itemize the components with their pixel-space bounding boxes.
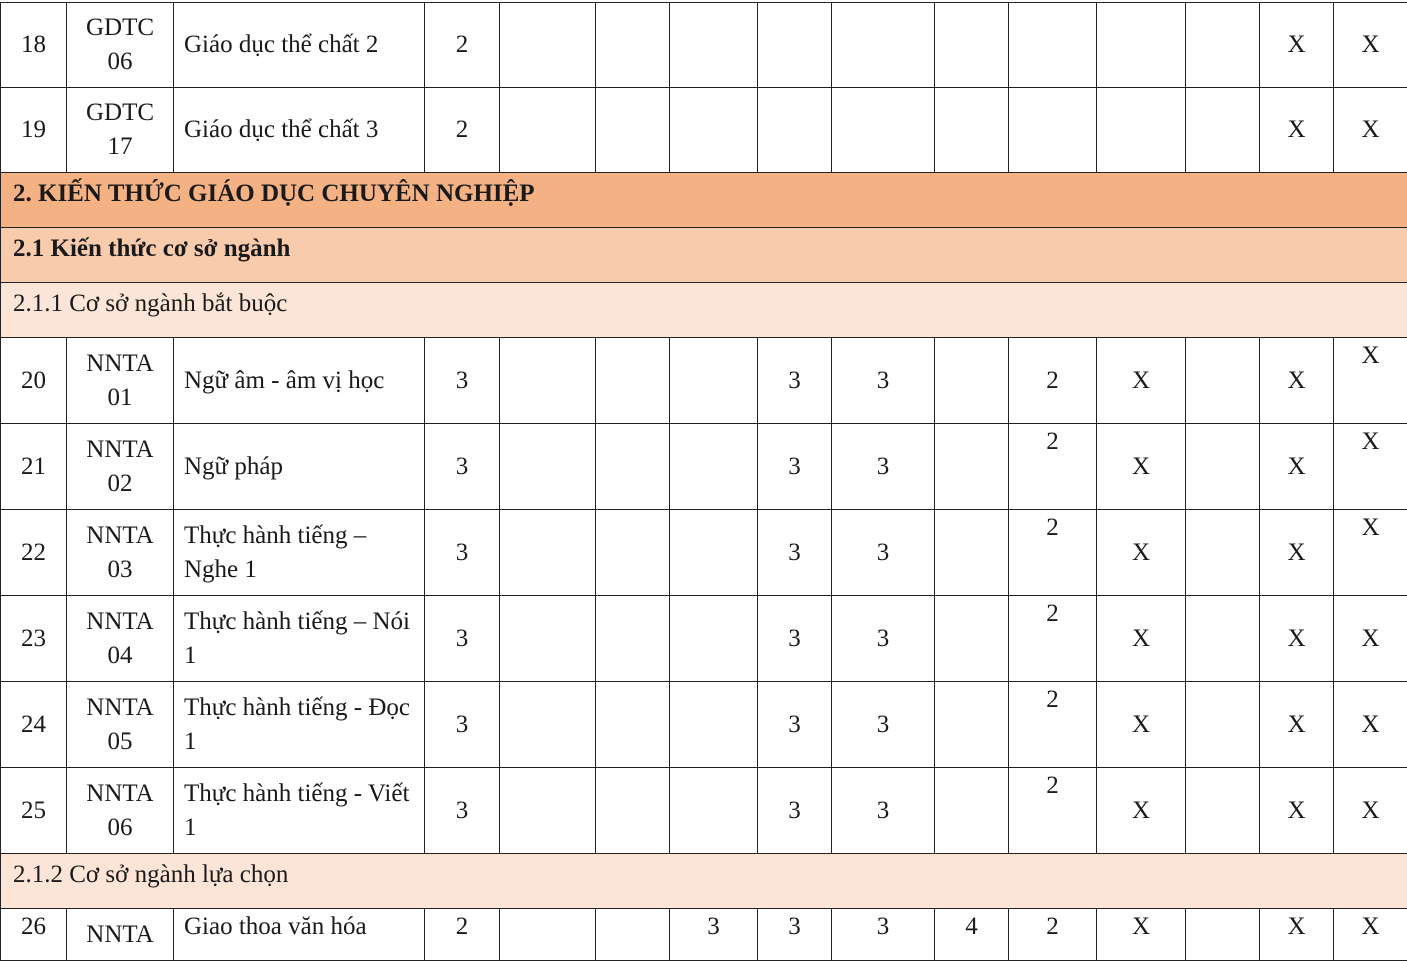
mark-cell: X (1260, 338, 1334, 424)
value-cell (670, 88, 758, 173)
course-name-cell: Giáo dục thể chất 3 (174, 88, 425, 173)
value-cell (935, 338, 1009, 424)
mark-cell: X (1097, 768, 1186, 854)
value-cell (758, 88, 832, 173)
stt-cell: 25 (1, 768, 67, 854)
mark-cell: X (1260, 510, 1334, 596)
mark-cell: X (1334, 682, 1407, 768)
value-cell (596, 768, 670, 854)
value-cell: 2 (1009, 510, 1097, 596)
value-cell (596, 682, 670, 768)
table-row (1, 909, 1407, 961)
value-cell (670, 338, 758, 424)
value-cell (500, 682, 596, 768)
mark-cell: X (1260, 3, 1334, 88)
value-cell (1186, 338, 1260, 424)
stt-cell: 19 (1, 88, 67, 173)
mark-cell: X (1334, 88, 1407, 173)
value-cell: 2 (1009, 909, 1097, 961)
course-name-cell: Thực hành tiếng - Viết 1 (174, 768, 425, 854)
value-cell (500, 596, 596, 682)
value-cell (670, 424, 758, 510)
value-cell (935, 424, 1009, 510)
value-cell (935, 3, 1009, 88)
mark-cell: X (1097, 682, 1186, 768)
value-cell (596, 424, 670, 510)
value-cell (596, 510, 670, 596)
code-cell: NNTA (67, 909, 174, 961)
section-row (1, 854, 1407, 909)
value-cell (670, 682, 758, 768)
mark-cell: X (1334, 424, 1407, 510)
code-cell: NNTA 06 (67, 768, 174, 854)
value-cell: 3 (758, 338, 832, 424)
value-cell: 3 (758, 909, 832, 961)
course-name-cell: Ngữ pháp (174, 424, 425, 510)
value-cell (500, 338, 596, 424)
value-cell (1186, 88, 1260, 173)
section-row (1, 173, 1407, 228)
value-cell (935, 88, 1009, 173)
mark-cell: X (1334, 338, 1407, 424)
credits-cell: 3 (425, 596, 500, 682)
value-cell: 2 (1009, 596, 1097, 682)
section-heading-2-1-2: 2.1.2 Cơ sở ngành lựa chọn (1, 854, 1407, 909)
credits-cell: 3 (425, 338, 500, 424)
value-cell: 3 (832, 768, 935, 854)
table-row (1, 338, 1407, 424)
mark-cell: X (1097, 510, 1186, 596)
value-cell (596, 596, 670, 682)
course-name-cell: Giáo dục thể chất 2 (174, 3, 425, 88)
code-cell: NNTA 04 (67, 596, 174, 682)
value-cell (500, 424, 596, 510)
stt-cell: 26 (1, 909, 67, 961)
mark-cell: X (1260, 424, 1334, 510)
value-cell (500, 768, 596, 854)
code-cell: NNTA 01 (67, 338, 174, 424)
value-cell: 3 (670, 909, 758, 961)
value-cell (832, 3, 935, 88)
value-cell: 2 (1009, 424, 1097, 510)
code-cell: NNTA 02 (67, 424, 174, 510)
table-row (1, 88, 1407, 173)
value-cell (935, 510, 1009, 596)
section-heading-2-1: 2.1 Kiến thức cơ sở ngành (1, 228, 1407, 283)
table-row (1, 3, 1407, 88)
mark-cell: X (1334, 909, 1407, 961)
value-cell (596, 3, 670, 88)
course-name-cell: Thực hành tiếng - Đọc 1 (174, 682, 425, 768)
value-cell (670, 510, 758, 596)
value-cell (1186, 3, 1260, 88)
table-row (1, 596, 1407, 682)
credits-cell: 2 (425, 88, 500, 173)
code-cell: GDTC 17 (67, 88, 174, 173)
mark-cell: X (1097, 909, 1186, 961)
value-cell: 3 (832, 424, 935, 510)
value-cell (1097, 3, 1186, 88)
value-cell (670, 596, 758, 682)
credits-cell: 2 (425, 3, 500, 88)
code-cell: NNTA 05 (67, 682, 174, 768)
value-cell (596, 338, 670, 424)
code-cell: NNTA 03 (67, 510, 174, 596)
value-cell: 3 (832, 510, 935, 596)
mark-cell: X (1097, 424, 1186, 510)
mark-cell: X (1097, 338, 1186, 424)
stt-cell: 24 (1, 682, 67, 768)
course-name-cell: Ngữ âm - âm vị học (174, 338, 425, 424)
value-cell: 2 (1009, 338, 1097, 424)
value-cell (935, 596, 1009, 682)
section-heading-2-1-1: 2.1.1 Cơ sở ngành bắt buộc (1, 283, 1407, 338)
section-row (1, 228, 1407, 283)
mark-cell: X (1334, 3, 1407, 88)
value-cell: 3 (832, 596, 935, 682)
table-row (1, 510, 1407, 596)
value-cell (500, 88, 596, 173)
stt-cell: 22 (1, 510, 67, 596)
mark-cell: X (1260, 768, 1334, 854)
value-cell: 3 (832, 909, 935, 961)
credits-cell: 3 (425, 510, 500, 596)
mark-cell: X (1260, 596, 1334, 682)
value-cell: 3 (758, 510, 832, 596)
stt-cell: 23 (1, 596, 67, 682)
value-cell (935, 682, 1009, 768)
code-cell: GDTC 06 (67, 3, 174, 88)
value-cell: 2 (1009, 768, 1097, 854)
table-row (1, 682, 1407, 768)
value-cell (596, 88, 670, 173)
value-cell (500, 3, 596, 88)
value-cell: 4 (935, 909, 1009, 961)
section-row (1, 283, 1407, 338)
value-cell (596, 909, 670, 961)
value-cell (500, 909, 596, 961)
value-cell (1186, 510, 1260, 596)
credits-cell: 2 (425, 909, 500, 961)
mark-cell: X (1334, 510, 1407, 596)
value-cell: 3 (758, 424, 832, 510)
value-cell (935, 768, 1009, 854)
value-cell: 3 (758, 596, 832, 682)
value-cell (1186, 596, 1260, 682)
stt-cell: 21 (1, 424, 67, 510)
value-cell (670, 768, 758, 854)
table-row (1, 768, 1407, 854)
value-cell (832, 88, 935, 173)
value-cell: 3 (832, 682, 935, 768)
value-cell: 3 (758, 768, 832, 854)
table-row (1, 424, 1407, 510)
credits-cell: 3 (425, 424, 500, 510)
value-cell (1186, 909, 1260, 961)
value-cell (670, 3, 758, 88)
mark-cell: X (1334, 596, 1407, 682)
stt-cell: 20 (1, 338, 67, 424)
value-cell (1186, 768, 1260, 854)
mark-cell: X (1097, 596, 1186, 682)
section-heading-2: 2. KIẾN THỨC GIÁO DỤC CHUYÊN NGHIỆP (1, 173, 1407, 228)
value-cell: 3 (832, 338, 935, 424)
course-name-cell: Thực hành tiếng – Nghe 1 (174, 510, 425, 596)
value-cell (758, 3, 832, 88)
credits-cell: 3 (425, 682, 500, 768)
mark-cell: X (1260, 682, 1334, 768)
mark-cell: X (1260, 909, 1334, 961)
value-cell: 3 (758, 682, 832, 768)
value-cell (1186, 424, 1260, 510)
mark-cell: X (1260, 88, 1334, 173)
course-name-cell: Giao thoa văn hóa (174, 909, 425, 961)
value-cell (1009, 88, 1097, 173)
curriculum-table (0, 2, 1407, 961)
value-cell (1186, 682, 1260, 768)
value-cell (1009, 3, 1097, 88)
course-name-cell: Thực hành tiếng – Nói 1 (174, 596, 425, 682)
mark-cell: X (1334, 768, 1407, 854)
credits-cell: 3 (425, 768, 500, 854)
value-cell (500, 510, 596, 596)
value-cell (1097, 88, 1186, 173)
value-cell: 2 (1009, 682, 1097, 768)
stt-cell: 18 (1, 3, 67, 88)
